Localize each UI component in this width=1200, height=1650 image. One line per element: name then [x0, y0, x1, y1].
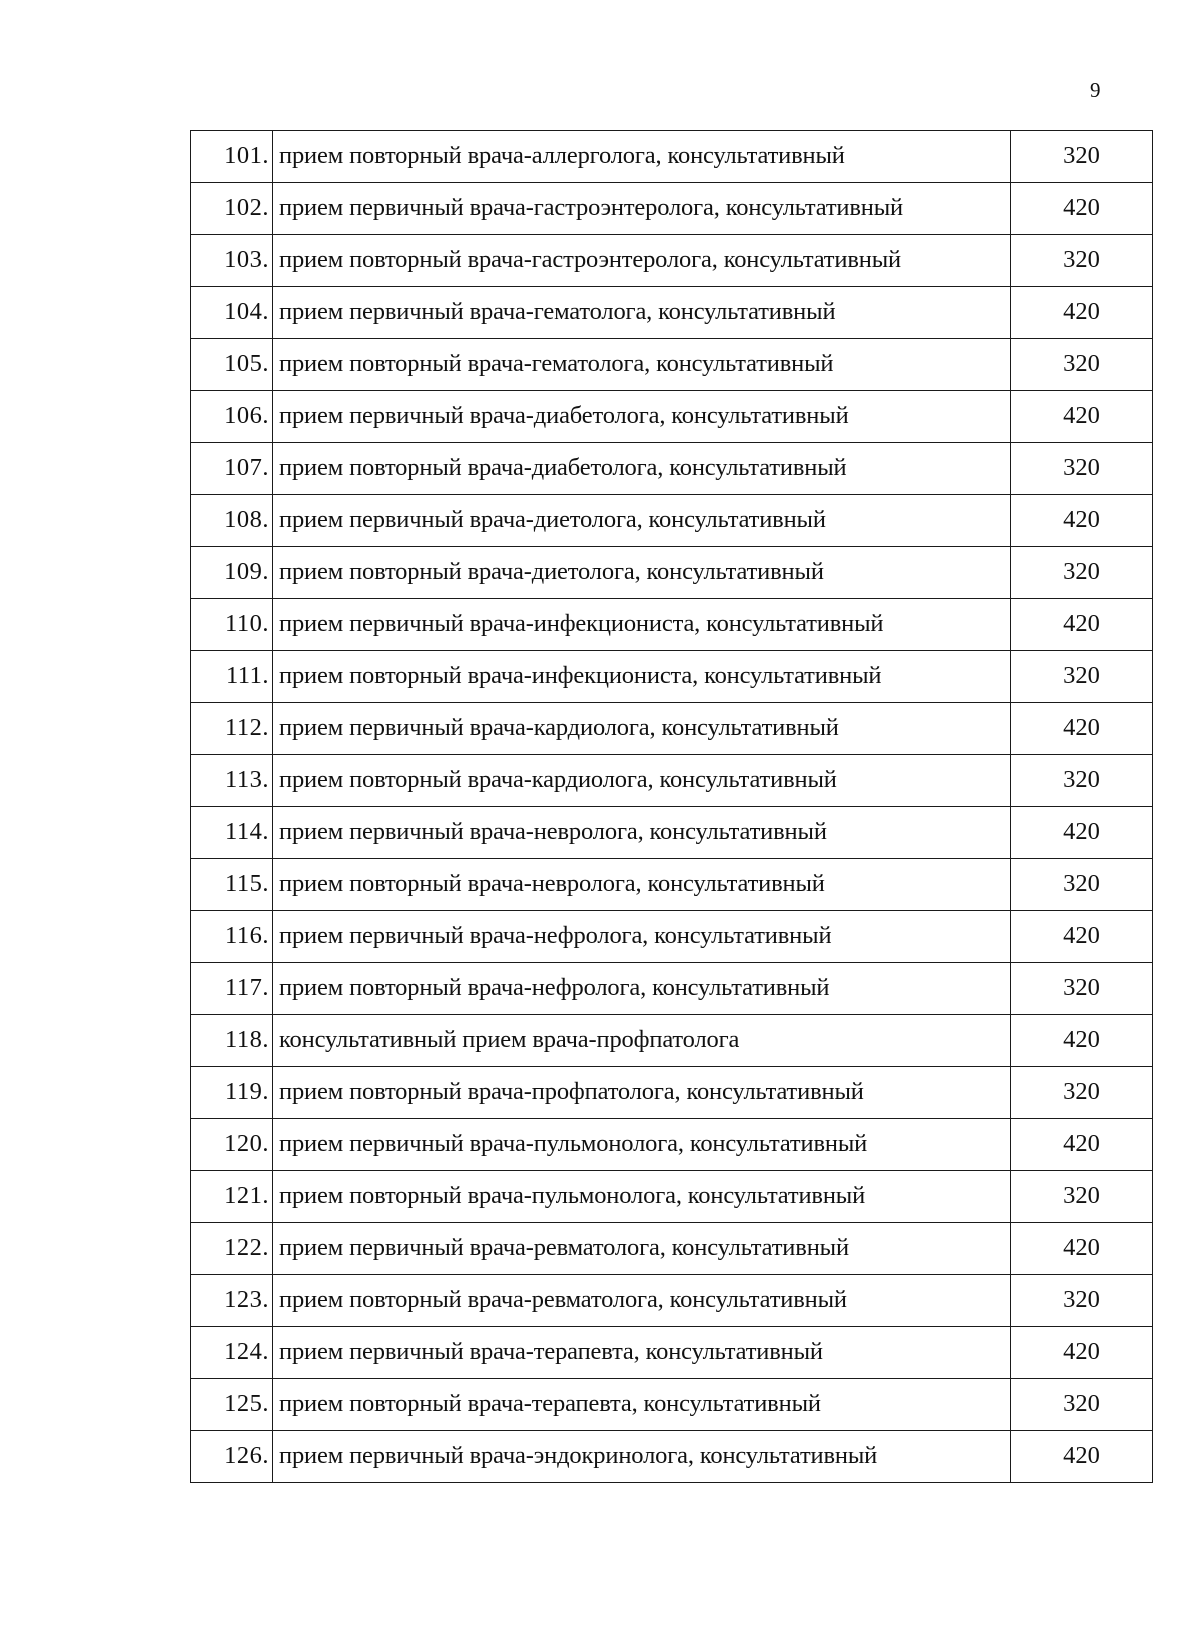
- table-row: [191, 1223, 1153, 1275]
- service-name: прием первичный врача-гастроэнтеролога, консультативный: [273, 183, 1011, 235]
- service-name: прием повторный врача-терапевта, консультативный: [273, 1379, 1011, 1431]
- table-row: [191, 1067, 1153, 1119]
- table-row: [191, 963, 1153, 1015]
- service-price: 420: [1011, 1223, 1153, 1275]
- table-row: [191, 1275, 1153, 1327]
- row-number: 105.: [191, 339, 273, 391]
- table-row: [191, 1015, 1153, 1067]
- service-name: прием повторный врача-нефролога, консультативный: [273, 963, 1011, 1015]
- row-number: 116.: [191, 911, 273, 963]
- table-row: [191, 651, 1153, 703]
- table-row: [191, 599, 1153, 651]
- service-name: прием первичный врача-ревматолога, консультативный: [273, 1223, 1011, 1275]
- service-name: прием первичный врача-эндокринолога, консультативный: [273, 1431, 1011, 1483]
- service-price: 420: [1011, 1431, 1153, 1483]
- table-row: [191, 1119, 1153, 1171]
- table-row: [191, 859, 1153, 911]
- service-price: 420: [1011, 287, 1153, 339]
- row-number: 107.: [191, 443, 273, 495]
- service-name: прием первичный врача-терапевта, консультативный: [273, 1327, 1011, 1379]
- row-number: 117.: [191, 963, 273, 1015]
- service-name: прием повторный врача-невролога, консультативный: [273, 859, 1011, 911]
- service-name: прием первичный врача-гематолога, консультативный: [273, 287, 1011, 339]
- row-number: 111.: [191, 651, 273, 703]
- service-name: прием повторный врача-аллерголога, консультативный: [273, 131, 1011, 183]
- service-name: прием первичный врача-диетолога, консультативный: [273, 495, 1011, 547]
- service-name: прием повторный врача-диабетолога, консультативный: [273, 443, 1011, 495]
- row-number: 108.: [191, 495, 273, 547]
- service-price: 320: [1011, 339, 1153, 391]
- service-name: прием первичный врача-инфекциониста, консультативный: [273, 599, 1011, 651]
- service-name: прием первичный врача-кардиолога, консультативный: [273, 703, 1011, 755]
- row-number: 126.: [191, 1431, 273, 1483]
- service-price: 320: [1011, 963, 1153, 1015]
- row-number: 101.: [191, 131, 273, 183]
- row-number: 104.: [191, 287, 273, 339]
- table-row: [191, 911, 1153, 963]
- table-row: [191, 131, 1153, 183]
- service-name: прием повторный врача-пульмонолога, консультативный: [273, 1171, 1011, 1223]
- service-price: 420: [1011, 495, 1153, 547]
- service-price: 320: [1011, 651, 1153, 703]
- service-price: 320: [1011, 443, 1153, 495]
- row-number: 106.: [191, 391, 273, 443]
- row-number: 118.: [191, 1015, 273, 1067]
- service-price: 420: [1011, 1327, 1153, 1379]
- service-price: 320: [1011, 547, 1153, 599]
- service-price: 320: [1011, 1275, 1153, 1327]
- service-name: прием первичный врача-диабетолога, консультативный: [273, 391, 1011, 443]
- row-number: 121.: [191, 1171, 273, 1223]
- row-number: 109.: [191, 547, 273, 599]
- service-name: прием повторный врача-гастроэнтеролога, консультативный: [273, 235, 1011, 287]
- service-price: 320: [1011, 131, 1153, 183]
- service-name: прием первичный врача-нефролога, консультативный: [273, 911, 1011, 963]
- row-number: 119.: [191, 1067, 273, 1119]
- service-name: прием первичный врача-невролога, консультативный: [273, 807, 1011, 859]
- row-number: 102.: [191, 183, 273, 235]
- row-number: 120.: [191, 1119, 273, 1171]
- table-row: [191, 755, 1153, 807]
- service-price: 420: [1011, 703, 1153, 755]
- table-row: [191, 443, 1153, 495]
- service-name: прием повторный врача-гематолога, консультативный: [273, 339, 1011, 391]
- service-price: 420: [1011, 1015, 1153, 1067]
- row-number: 112.: [191, 703, 273, 755]
- table-row: [191, 547, 1153, 599]
- row-number: 114.: [191, 807, 273, 859]
- service-price: 420: [1011, 911, 1153, 963]
- row-number: 123.: [191, 1275, 273, 1327]
- price-table: [190, 130, 1153, 1483]
- row-number: 122.: [191, 1223, 273, 1275]
- service-price: 420: [1011, 183, 1153, 235]
- table-row: [191, 183, 1153, 235]
- row-number: 113.: [191, 755, 273, 807]
- table-row: [191, 391, 1153, 443]
- table-row: [191, 703, 1153, 755]
- row-number: 125.: [191, 1379, 273, 1431]
- row-number: 110.: [191, 599, 273, 651]
- table-row: [191, 287, 1153, 339]
- service-price: 320: [1011, 235, 1153, 287]
- service-name: прием повторный врача-ревматолога, консультативный: [273, 1275, 1011, 1327]
- service-name: консультативный прием врача-профпатолога: [273, 1015, 1011, 1067]
- page-number: 9: [1090, 78, 1101, 102]
- service-price: 420: [1011, 391, 1153, 443]
- service-price: 320: [1011, 1171, 1153, 1223]
- row-number: 115.: [191, 859, 273, 911]
- service-name: прием повторный врача-диетолога, консультативный: [273, 547, 1011, 599]
- service-price: 320: [1011, 1067, 1153, 1119]
- service-name: прием повторный врача-профпатолога, консультативный: [273, 1067, 1011, 1119]
- service-name: прием первичный врача-пульмонолога, консультативный: [273, 1119, 1011, 1171]
- service-price: 420: [1011, 807, 1153, 859]
- table-row: [191, 339, 1153, 391]
- service-price: 420: [1011, 1119, 1153, 1171]
- service-price: 320: [1011, 859, 1153, 911]
- service-price: 320: [1011, 1379, 1153, 1431]
- row-number: 103.: [191, 235, 273, 287]
- row-number: 124.: [191, 1327, 273, 1379]
- table-row: [191, 235, 1153, 287]
- service-price: 420: [1011, 599, 1153, 651]
- service-price: 320: [1011, 755, 1153, 807]
- table-row: [191, 1327, 1153, 1379]
- table-row: [191, 1379, 1153, 1431]
- table-row: [191, 495, 1153, 547]
- price-table-body: [191, 131, 1153, 1483]
- table-row: [191, 1431, 1153, 1483]
- service-name: прием повторный врача-инфекциониста, консультативный: [273, 651, 1011, 703]
- table-row: [191, 807, 1153, 859]
- service-name: прием повторный врача-кардиолога, консультативный: [273, 755, 1011, 807]
- table-row: [191, 1171, 1153, 1223]
